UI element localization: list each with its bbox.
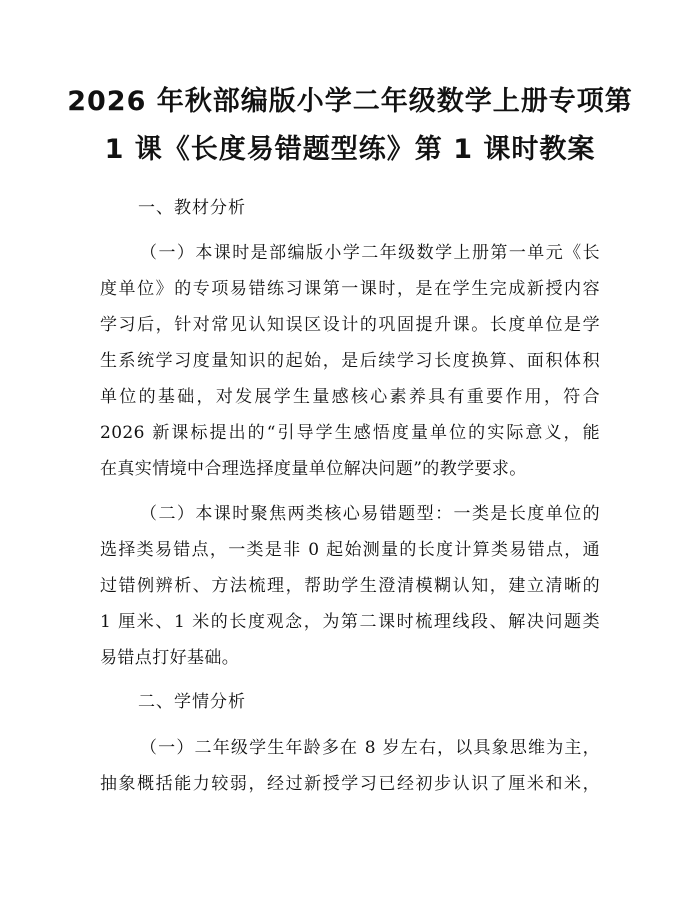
paragraph-2-line: （二）本课时聚焦两类核心易错题型：一类是长度单位的 [140,504,600,524]
paragraph-1-line: 2026 新课标提出的“引导学生感悟度量单位的实际意义，能 [100,423,600,443]
paragraph-2-line: 选择类易错点，一类是非 0 起始测量的长度计算类易错点，通 [100,540,600,560]
document-title-line-1: 2026 年秋部编版小学二年级数学上册专项第 [67,86,633,117]
paragraph-1-line: （一）本课时是部编版小学二年级数学上册第一单元《长 [140,243,600,263]
document-title-line-2: 1 课《长度易错题型练》第 1 课时教案 [104,134,596,165]
section-heading-textbook-analysis: 一、教材分析 [138,198,246,218]
paragraph-2-line: 1 厘米、1 米的长度观念，为第二课时梳理线段、解决问题类 [100,612,600,632]
paragraph-1-line: 在真实情境中合理选择度量单位解决问题”的教学要求。 [100,459,527,479]
paragraph-3-line: 抽象概括能力较弱，经过新授学习已经初步认识了厘米和米， [100,774,600,794]
paragraph-2 [100,496,600,676]
paragraph-1-line: 学习后，针对常见认知误区设计的巩固提升课。长度单位是学 [100,315,600,335]
section-heading-student-analysis: 二、学情分析 [138,692,246,712]
paragraph-3 [100,730,600,802]
paragraph-3-line: （一）二年级学生年龄多在 8 岁左右，以具象思维为主， [140,738,600,758]
paragraph-1-line: 单位的基础，对发展学生量感核心素养具有重要作用，符合 [100,387,600,407]
paragraph-1-line: 生系统学习度量知识的起始，是后续学习长度换算、面积体积 [100,351,600,371]
paragraph-2-line: 易错点打好基础。 [100,648,240,668]
paragraph-1-line: 度单位》的专项易错练习课第一课时，是在学生完成新授内容 [100,279,600,299]
paragraph-2-line: 过错例辨析、方法梳理，帮助学生澄清模糊认知，建立清晰的 [100,576,600,596]
paragraph-1 [100,235,600,487]
